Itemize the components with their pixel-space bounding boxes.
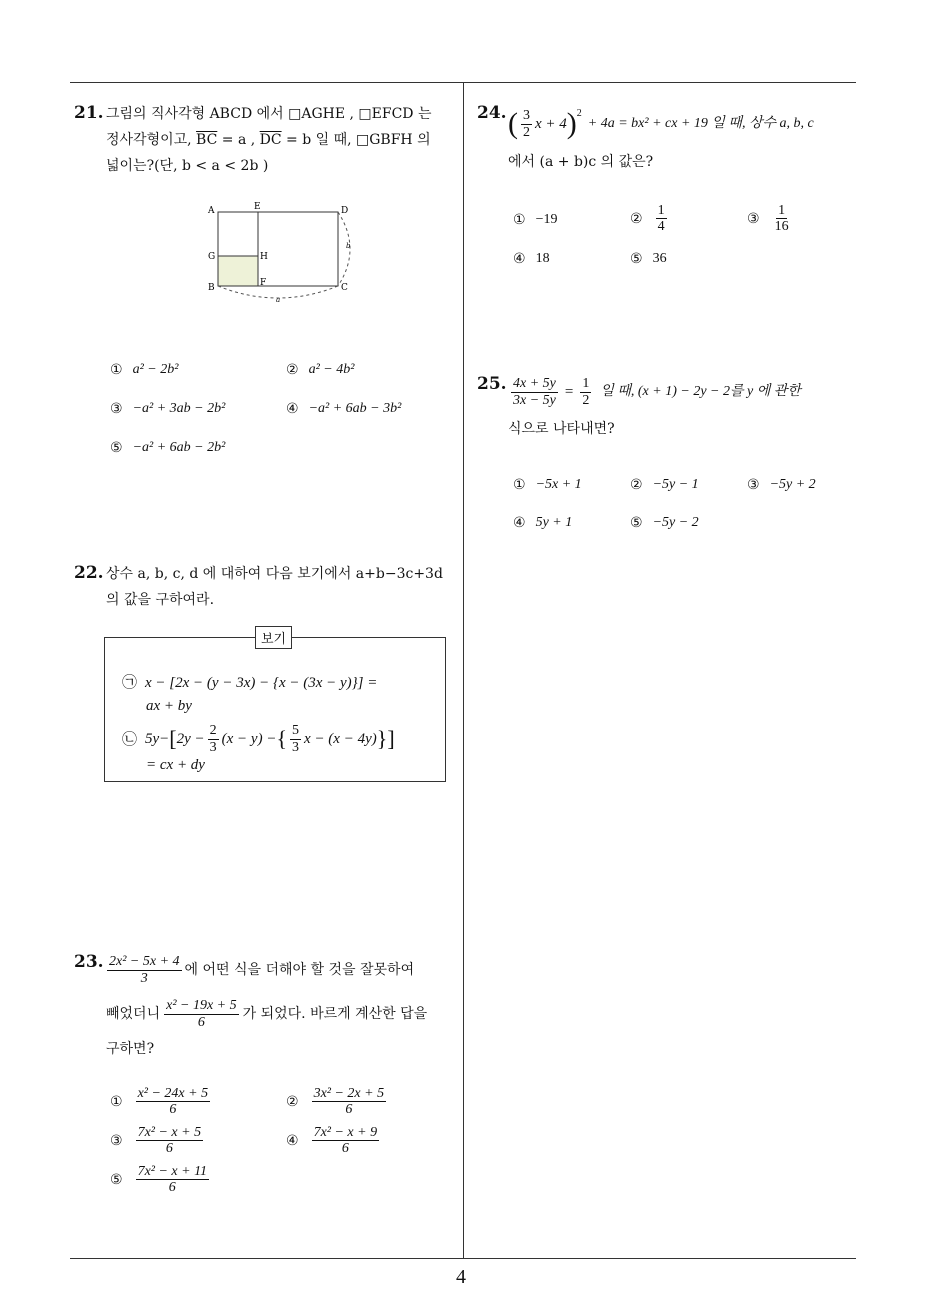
frac-den: 3	[140, 970, 148, 986]
q23-number: 23.	[74, 952, 104, 972]
label-g-vertex: G	[208, 252, 216, 262]
frac-den: 2	[523, 124, 530, 140]
q24-choice-1-text: −19	[535, 212, 558, 227]
q22-item2-part-a: 5y−	[145, 731, 170, 747]
frac-den: 6	[341, 1141, 349, 1157]
q25-frac2	[580, 376, 591, 408]
frac-den: 6	[165, 1141, 173, 1157]
q24-choice-1[interactable]	[513, 212, 557, 228]
q24-exponent: 2	[576, 108, 582, 119]
q22-item2-part-d: x − (x − 4y)	[304, 731, 377, 747]
q21-choice-5[interactable]	[110, 440, 225, 456]
q23-choice-3-frac	[136, 1125, 204, 1157]
frac-den: 6	[168, 1180, 176, 1196]
frac-den: 6	[169, 1102, 177, 1118]
label-a-vertex: A	[208, 206, 215, 216]
q24-choice-4[interactable]	[513, 251, 550, 267]
q21-choice-1[interactable]	[110, 362, 178, 378]
q22-number: 22.	[74, 563, 104, 583]
q25-number: 25.	[477, 374, 507, 394]
q22-item2-line1	[122, 722, 395, 756]
q25-choice-3[interactable]	[747, 477, 816, 493]
q24-choice-3-num: ③	[747, 210, 760, 227]
q24-choice-5-num: ⑤	[630, 251, 643, 267]
frac-den: 16	[774, 219, 789, 235]
q25-choice-1-text: −5x + 1	[535, 477, 582, 492]
q21-bc: $\overline{BC}$	[196, 132, 218, 148]
q22-item1-mark: ㉠	[122, 673, 138, 691]
bottom-rule	[70, 1258, 856, 1259]
label-e-vertex: E	[254, 202, 261, 212]
q21-line2-mid1: = a ,	[217, 132, 260, 148]
q21-rectangle-figure	[200, 198, 370, 308]
q24-paren-content: x + 4	[535, 116, 567, 132]
q25-choice-4-num: ④	[513, 515, 526, 531]
q24-choice-4-text: 18	[535, 251, 550, 266]
frac-den: 3	[292, 739, 300, 755]
frac-den: 3	[209, 739, 217, 755]
q21-choice-2[interactable]	[286, 362, 354, 378]
page-number: 4	[456, 1266, 466, 1288]
frac-num: 1	[582, 376, 590, 392]
q22-item1-line1	[122, 672, 377, 693]
q23-line3: 구하면?	[106, 1041, 155, 1057]
q24-choice-5-text: 36	[652, 251, 667, 266]
q25-choice-4-text: 5y + 1	[535, 515, 573, 530]
q25-line2: 식으로 나타내면?	[508, 421, 615, 437]
q24-choice-2-frac	[656, 203, 667, 235]
frac-den: 4	[657, 219, 665, 235]
q21-dc: $\overline{DC}$	[259, 132, 282, 148]
left-brace: {	[276, 726, 288, 751]
label-c-vertex: C	[341, 283, 348, 293]
frac-num: 2x² − 5x + 4	[109, 954, 180, 970]
q25-choice-2-num: ②	[630, 477, 643, 493]
q22-line2: 의 값을 구하여라.	[106, 592, 215, 608]
label-b-length: b	[346, 242, 351, 250]
q22-item2-part-b: 2y −	[176, 731, 205, 747]
q25-choice-2-text: −5y − 1	[652, 477, 699, 492]
q24-choice-2[interactable]	[630, 203, 670, 235]
frac-num: 5	[292, 723, 300, 739]
q21-choice-3[interactable]	[110, 401, 225, 417]
frac-den: 2	[582, 392, 590, 408]
q23-choice-5[interactable]	[110, 1164, 212, 1196]
q21-choice-2-text: a² − 4b²	[308, 362, 355, 377]
right-bracket: ]	[387, 726, 395, 751]
frac-num: 7x² − x + 5	[137, 1125, 202, 1140]
label-b-vertex: B	[208, 283, 215, 293]
q24-line1-rest: + 4a = bx² + cx + 19 일 때, 상수 a, b, c	[587, 116, 814, 131]
q24-line1	[508, 104, 814, 144]
q25-choice-1[interactable]	[513, 477, 582, 493]
right-paren: )	[566, 107, 577, 140]
q23-frac2	[164, 998, 239, 1030]
q23-line1	[104, 952, 414, 988]
q22-item2-frac2	[290, 723, 301, 755]
label-h-vertex: H	[260, 252, 268, 262]
q21-number: 21.	[74, 103, 104, 123]
label-a-length: a	[276, 296, 281, 304]
frac-num: x² − 24x + 5	[137, 1086, 209, 1101]
q25-choice-2[interactable]	[630, 477, 699, 493]
frac-den: 3x − 5y	[513, 392, 556, 408]
q21-choice-1-text: a² − 2b²	[132, 362, 179, 377]
frac-num: x² − 19x + 5	[166, 998, 237, 1014]
q24-choice-5[interactable]	[630, 251, 667, 267]
q22-box-label: 보기	[255, 626, 292, 649]
q25-choice-3-text: −5y + 2	[769, 477, 816, 492]
left-bracket: [	[169, 726, 177, 751]
q24-frac	[521, 108, 532, 140]
q23-choice-4-num: ④	[286, 1132, 299, 1149]
q24-number: 24.	[477, 103, 507, 123]
q21-line2-mid2: = b 일 때, □GBFH 의	[281, 132, 431, 148]
q23-choice-2[interactable]	[286, 1086, 389, 1118]
q22-line1: 상수 a, b, c, d 에 대하여 다음 보기에서 a+b−3c+3d	[106, 566, 443, 582]
q23-line1-text: 에 어떤 식을 더해야 할 것을 잘못하여	[184, 962, 415, 978]
label-d-vertex: D	[341, 206, 349, 216]
shaded-rectangle-gbfh	[218, 256, 258, 286]
q22-item1-text: x − [2x − (y − 3x) − {x − (3x − y)}] =	[145, 675, 378, 691]
q21-choice-1-num: ①	[110, 362, 123, 378]
q21-choice-5-text: −a² + 6ab − 2b²	[132, 440, 226, 455]
q25-line1	[508, 373, 801, 411]
q25-choice-5[interactable]	[630, 515, 699, 531]
q22-item2-mark: ㉡	[122, 730, 138, 748]
q24-choice-1-num: ①	[513, 212, 526, 228]
q24-line2: 에서 (a + b)c 의 값은?	[508, 154, 654, 170]
frac-num: 4x + 5y	[513, 376, 556, 392]
q23-choice-2-num: ②	[286, 1093, 299, 1110]
frac-num: 7x² − x + 9	[313, 1125, 378, 1140]
left-paren: (	[508, 107, 518, 140]
frac-num: 3x² − 2x + 5	[313, 1086, 385, 1101]
q23-choice-4[interactable]	[286, 1125, 382, 1157]
q23-choice-3-num: ③	[110, 1132, 123, 1149]
frac-den: 6	[197, 1014, 205, 1030]
q23-choice-5-frac	[136, 1164, 209, 1196]
q21-choice-4[interactable]	[286, 401, 401, 417]
q23-choice-1-frac	[136, 1086, 211, 1118]
frac-num: 2	[209, 723, 217, 739]
q21-choice-3-text: −a² + 3ab − 2b²	[132, 401, 226, 416]
q21-line1: 그림의 직사각형 ABCD 에서 □AGHE , □EFCD 는	[106, 106, 432, 122]
q25-equals: =	[564, 384, 574, 400]
frac-num: 1	[778, 203, 786, 218]
q22-item1-line2: ax + by	[146, 698, 192, 714]
column-divider	[463, 82, 464, 1258]
q24-choice-4-num: ④	[513, 251, 526, 267]
q23-line2	[106, 996, 427, 1032]
q21-choice-4-num: ④	[286, 401, 299, 417]
q25-choice-3-num: ③	[747, 477, 760, 493]
q21-choice-2-num: ②	[286, 362, 299, 378]
q23-choice-5-num: ⑤	[110, 1171, 123, 1188]
q25-choice-4[interactable]	[513, 515, 572, 531]
q25-frac1	[511, 376, 558, 408]
q23-line2-pre: 빼었더니	[106, 1006, 161, 1022]
q23-choice-2-frac	[312, 1086, 387, 1118]
right-brace: }	[376, 726, 388, 751]
q24-choice-3[interactable]	[747, 203, 794, 235]
q25-choice-5-num: ⑤	[630, 515, 643, 531]
q21-line3: 넓이는?(단, b < a < 2b )	[106, 158, 269, 174]
q23-choice-4-frac	[312, 1125, 380, 1157]
q22-item2-line2: = cx + dy	[146, 757, 205, 773]
q25-choice-1-num: ①	[513, 477, 526, 493]
label-f-vertex: F	[260, 278, 267, 288]
frac-den: 6	[345, 1102, 353, 1118]
q24-choice-2-num: ②	[630, 210, 643, 227]
frac-num: 7x² − x + 11	[137, 1164, 208, 1179]
q23-choice-1-num: ①	[110, 1093, 123, 1110]
q21-choice-3-num: ③	[110, 401, 123, 417]
q23-choice-1[interactable]	[110, 1086, 213, 1118]
q21-choice-5-num: ⑤	[110, 440, 123, 456]
q25-choice-5-text: −5y − 2	[652, 515, 699, 530]
q23-frac1	[107, 954, 182, 986]
frac-num: 1	[657, 203, 665, 218]
frac-num: 3	[523, 108, 530, 124]
q21-choice-4-text: −a² + 6ab − 3b²	[308, 401, 402, 416]
q25-line1-rest: 일 때, (x + 1) − 2y − 2를 y 에 관한	[600, 384, 801, 399]
q23-choice-3[interactable]	[110, 1125, 206, 1157]
q23-line2-post: 가 되었다. 바르게 계산한 답을	[242, 1006, 428, 1022]
q21-line2	[106, 130, 431, 150]
q21-line2-pre: 정사각형이고,	[106, 132, 197, 148]
q22-item2-frac1	[208, 723, 219, 755]
q22-item2-part-c: (x − y) −	[221, 731, 277, 747]
q24-choice-3-frac	[773, 203, 791, 235]
